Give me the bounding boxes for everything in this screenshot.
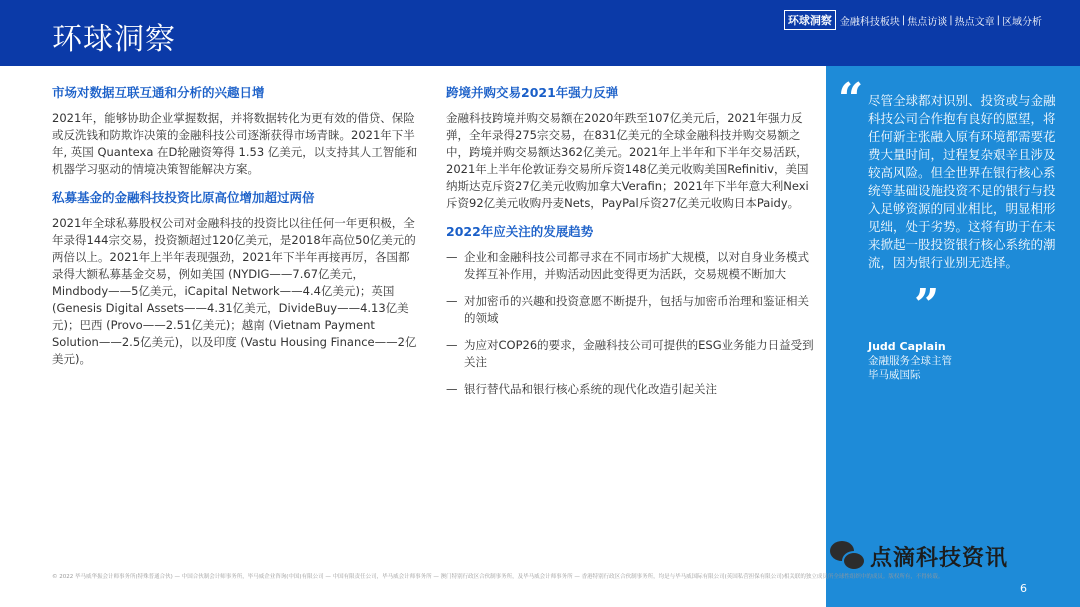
author-title: 金融服务全球主管 (868, 355, 952, 367)
nav-item-interviews[interactable]: 焦点访谈 (907, 16, 948, 28)
author-org: 毕马威国际 (868, 369, 921, 381)
nav-item-regional[interactable]: 区域分析 (1002, 16, 1042, 28)
nav-item-fintech[interactable]: 金融科技板块 (839, 16, 900, 28)
section-heading: 2022年应关注的发展趋势 (446, 224, 594, 239)
dash-bullet-icon: — (446, 338, 458, 352)
dash-bullet-icon: — (446, 294, 458, 308)
open-quote-icon: “ (838, 74, 864, 125)
footer-copyright: © 2022 毕马威华振会计师事务所(特殊普通合伙) — 中国合伙制会计师事务所，毕马威企业咨询(中国)有限公司 — 中国有限责任公司，毕马威会计师事务所 — 澳门特别行政区合伙制事务所，及毕马威会计师事务所 — 香港特别行政区合伙制事务所，均是与毕马威国际有限公司(英国私营担保有限公司)相关联的独立成员所全球性组织中的成员。版权所有，不得转载。 (52, 574, 944, 580)
trend-list (446, 249, 816, 398)
list-item-text: 对加密币的兴趣和投资意愿不断提升，包括与加密币治理和鉴证相关的领域 (464, 294, 809, 325)
nav-item-active[interactable]: 环球洞察 (784, 10, 836, 30)
section-heading: 私募基金的金融科技投资比原高位增加超过两倍 (52, 190, 315, 205)
dash-bullet-icon: — (446, 382, 458, 396)
dash-bullet-icon: — (446, 250, 458, 264)
section-body: 金融科技跨境并购交易额在2020年跌至107亿美元后，2021年强力反弹，全年录得275宗交易，在831亿美元的全球金融科技并购交易额之中，跨境并购交易额达362亿美元。2021年上半年和下半年交易活跃，2021年上半年伦敦证券交易所斥资148亿美元收购美国Refinitiv，美国纳斯达克斥资27亿美元收购加拿大Verafin；2021年下半年意大利Nexi斥资92亿美元收购丹麦Nets，PayPal斥资27亿美元收购日本Paidy。 (446, 111, 809, 210)
wechat-icon (830, 539, 864, 573)
header-bar (0, 0, 1080, 66)
middle-column (446, 84, 816, 408)
section-body: 2021年，能够协助企业掌握数据，并将数据转化为更有效的借贷、保险或反洗钱和防欺诈决策的金融科技公司逐渐获得市场青睐。2021年下半年, 英国 Quantexa 在D轮融资筹得 1.53 亿美元，以支持其人工智能和机器学习驱动的情境决策智能解决方案。 (52, 111, 418, 176)
section-heading: 跨境并购交易2021年强力反弹 (446, 85, 619, 100)
nav-separator: | (996, 14, 1000, 26)
section-heading: 市场对数据互联互通和分析的兴趣日增 (52, 85, 265, 100)
list-item (446, 293, 816, 327)
nav-item-hot-articles[interactable]: 热点文章 (954, 16, 995, 28)
watermark-text: 点滴科技资讯 (870, 545, 1009, 571)
page-title: 环球洞察 (52, 22, 176, 57)
list-item (446, 249, 816, 283)
top-nav (784, 10, 1042, 30)
close-quote-icon: ” (914, 280, 940, 331)
list-item-text: 企业和金融科技公司都寻求在不同市场扩大规模，以对自身业务模式发挥互补作用，并购活动因此变得更为活跃，交易规模不断加大 (464, 250, 809, 281)
list-item-text: 为应对COP26的要求，金融科技公司可提供的ESG业务能力日益受到关注 (464, 338, 814, 369)
list-item (446, 337, 816, 371)
list-item-text: 银行替代品和银行核心系统的现代化改造引起关注 (464, 382, 717, 396)
quote-panel (826, 66, 1080, 607)
section-body: 2021年全球私募股权公司对金融科技的投资比以往任何一年更积极，全年录得144宗交易，投资额超过120亿美元，是2018年高位50亿美元的两倍以上。2021年上半年表现强劲，2021年下半年再接再厉，各国都录得大额私募基金交易，例如美国 (NYDIG——7.67亿美元，Mindbody——5亿美元，iCapital Network——4.4亿美元)；英国 (Genesis Digital Assets——4.31亿美元，DivideBuy——4.13亿美元)；巴西 (Provo——2.51亿美元)；越南 (Vietnam Payment Solution——2.5亿美元)，以及印度 (Vastu Housing Finance——2亿美元)。 (52, 216, 417, 366)
nav-separator: | (901, 14, 906, 26)
page-number: 6 (1020, 582, 1027, 595)
quote-author (868, 340, 952, 382)
author-name: Judd Caplain (868, 340, 946, 353)
watermark (830, 536, 1070, 576)
left-column (52, 84, 420, 379)
quote-text: 尽管全球都对识别、投资或与金融科技公司合作抱有良好的愿望，将任何新主张融入原有环境都需要花费大量时间，过程复杂艰辛且涉及较高风险。但全世界在银行核心系统等基础设施投资不足的银行与投入足够资源的同业相比，明显相形见绌，处于劣势。这将有助于在未来掀起一股投资银行核心系统的潮流，因为银行业别无选择。 (868, 93, 1056, 270)
nav-separator: | (949, 14, 953, 26)
list-item (446, 381, 816, 398)
